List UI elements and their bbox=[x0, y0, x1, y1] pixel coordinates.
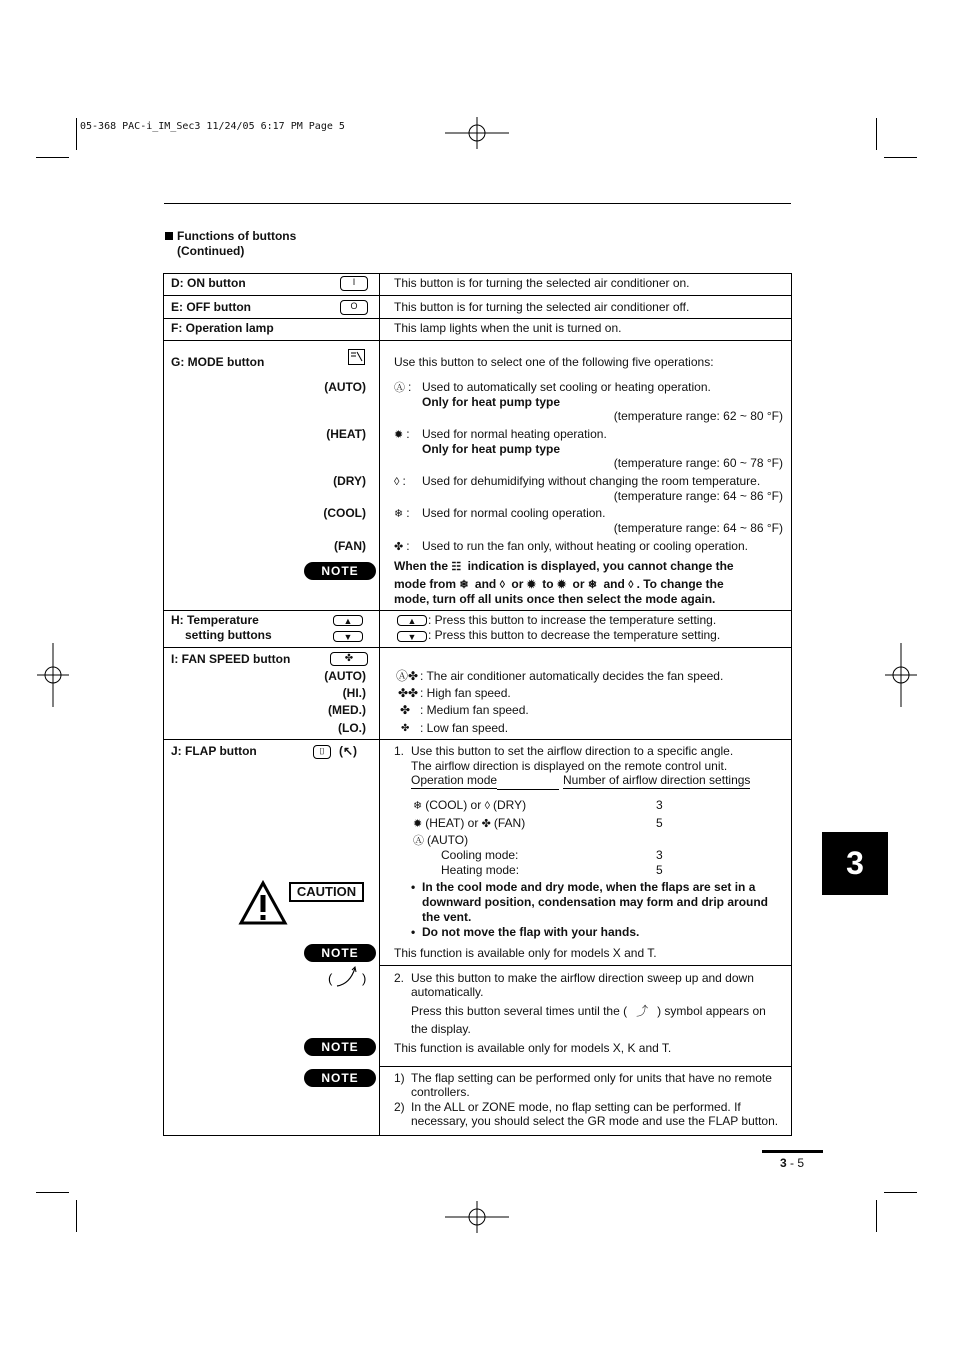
speed-name-auto: (AUTO) bbox=[324, 669, 366, 683]
flap-footnote-2b: necessary, you should select the GR mode and use the FLAP button. bbox=[411, 1114, 779, 1128]
cool-mode-icon: ❄ bbox=[394, 508, 404, 520]
registration-mark-right bbox=[885, 643, 917, 707]
caution-label: CAUTION bbox=[289, 882, 364, 902]
temp-down-text: : Press this button to decrease the temperature setting. bbox=[428, 628, 721, 642]
flap-step-2-e: the display. bbox=[411, 1022, 471, 1036]
flap-step-1-number: 1. bbox=[394, 744, 405, 758]
mode-name-auto: (AUTO) bbox=[324, 380, 366, 394]
cool-icon-3: ❄ bbox=[413, 800, 423, 812]
swing-icon-inline: ⤴ bbox=[636, 1004, 649, 1018]
flap-row-cool-dry: ❄ (COOL) or ◊ (DRY) bbox=[413, 798, 527, 812]
off-button-icon: O bbox=[340, 300, 368, 315]
flap-count-heat-fan: 5 bbox=[656, 816, 663, 830]
flap-step-2-a: Use this button to make the airflow direction sweep up and down bbox=[411, 971, 754, 985]
fan-mode-icon: ✤ bbox=[394, 541, 404, 553]
mode-text-cool: Used for normal cooling operation. bbox=[422, 506, 606, 520]
label-on-button: D: ON button bbox=[171, 276, 246, 290]
speed-name-lo: (LO.) bbox=[338, 721, 366, 735]
mode-name-dry: (DRY) bbox=[333, 474, 366, 488]
label-mode-button: G: MODE button bbox=[171, 355, 265, 369]
flap-angle-icon: (↖) bbox=[339, 744, 358, 758]
fan-auto-icon: Ⓐ✤ bbox=[396, 669, 419, 683]
section-tab: 3 bbox=[822, 832, 888, 895]
mode-note-line1: When the ☷ indication is displayed, you cannot change the bbox=[394, 559, 734, 573]
flap-footnote-2-number: 2) bbox=[394, 1100, 405, 1114]
speed-text-auto: : The air conditioner automatically decides the fan speed. bbox=[420, 669, 724, 683]
fan-medium-icon: ✤ bbox=[400, 703, 411, 717]
on-button-icon: I bbox=[340, 276, 368, 291]
mode-range-auto: (temperature range: 62 ~ 80 °F) bbox=[613, 409, 783, 423]
flap-count-cool-dry: 3 bbox=[656, 798, 663, 812]
note-badge-flap-1: NOTE bbox=[304, 944, 376, 962]
desc-operation-lamp: This lamp lights when the unit is turned on. bbox=[394, 321, 622, 335]
registration-mark-left bbox=[37, 643, 69, 707]
speed-text-med: : Medium fan speed. bbox=[420, 703, 529, 717]
cool-icon: ❄ bbox=[459, 579, 469, 591]
label-temperature-2: setting buttons bbox=[185, 628, 272, 642]
temp-down-icon-desc: ▼ bbox=[397, 631, 427, 642]
dry-icon: ◊ bbox=[499, 579, 506, 591]
flap-row-cooling: Cooling mode: bbox=[441, 848, 519, 862]
mode-text-heat: Used for normal heating operation. bbox=[422, 427, 607, 441]
note-badge-mode: NOTE bbox=[304, 562, 376, 580]
fan-low-icon: ✤ bbox=[401, 723, 410, 734]
mode-name-cool: (COOL) bbox=[323, 506, 366, 520]
heat-icon: ✹ bbox=[526, 579, 536, 591]
registration-mark-bottom bbox=[445, 1201, 509, 1233]
mode-intro: Use this button to select one of the following five operations: bbox=[394, 355, 714, 369]
flap-count-heating: 5 bbox=[656, 863, 663, 877]
label-off-button: E: OFF button bbox=[171, 300, 251, 314]
mode-text-fan: Used to run the fan only, without heating or cooling operation. bbox=[422, 539, 748, 553]
label-flap-button: J: FLAP button bbox=[171, 744, 257, 758]
mode-name-fan: (FAN) bbox=[334, 539, 366, 553]
temp-down-icon: ▼ bbox=[333, 631, 363, 642]
caution-1c: the vent. bbox=[422, 910, 472, 924]
footer-rule bbox=[762, 1150, 823, 1153]
heat-icon-3: ✹ bbox=[413, 818, 423, 830]
heat-icon-2: ✹ bbox=[556, 579, 567, 591]
mode-text-dry: Used for dehumidifying without changing the room temperature. bbox=[422, 474, 761, 488]
swing-icon bbox=[328, 964, 368, 990]
svg-text:(: ( bbox=[328, 971, 333, 986]
flap-col-mode: Operation mode bbox=[411, 773, 559, 790]
print-slug: 05-368 PAC-i_IM_Sec3 11/24/05 6:17 PM Page 5 bbox=[80, 121, 345, 132]
temp-up-icon-desc: ▲ bbox=[397, 615, 427, 626]
top-rule bbox=[164, 203, 791, 204]
temp-up-icon: ▲ bbox=[333, 615, 363, 626]
fan-icon-3: ✤ bbox=[481, 818, 491, 830]
flap-row-heating: Heating mode: bbox=[441, 863, 520, 877]
central-control-icon: ☷ bbox=[451, 561, 462, 573]
mode-note-auto: Only for heat pump type bbox=[422, 395, 561, 409]
speed-text-lo: : Low fan speed. bbox=[420, 721, 509, 735]
flap-step-1-b: The airflow direction is displayed on the remote control unit. bbox=[411, 759, 728, 773]
caution-2: Do not move the flap with your hands. bbox=[422, 925, 640, 939]
flap-note-1: This function is available only for models X and T. bbox=[394, 946, 657, 960]
dry-icon-2: ◊ bbox=[628, 579, 634, 591]
section-heading: Functions of buttons bbox=[177, 229, 297, 243]
mode-text-auto: Used to automatically set cooling or heating operation. bbox=[422, 380, 711, 394]
flap-footnote-2a: In the ALL or ZONE mode, no flap setting can be performed. If bbox=[411, 1100, 741, 1114]
label-fan-speed: I: FAN SPEED button bbox=[171, 652, 291, 666]
bullet-square bbox=[165, 232, 173, 240]
flap-count-cooling: 3 bbox=[656, 848, 663, 862]
flap-footnote-1-number: 1) bbox=[394, 1071, 405, 1085]
cool-icon-2: ❄ bbox=[587, 579, 598, 591]
flap-footnote-1b: controllers. bbox=[411, 1085, 470, 1099]
flap-row-heat-fan: ✹ (HEAT) or ✤ (FAN) bbox=[413, 816, 526, 830]
fan-speed-button-icon: ✤ bbox=[330, 652, 368, 666]
label-temperature: H: Temperature bbox=[171, 613, 259, 627]
warning-triangle-icon bbox=[238, 880, 288, 926]
flap-note-2: This function is available only for models X, K and T. bbox=[394, 1041, 672, 1055]
desc-on-button: This button is for turning the selected air conditioner on. bbox=[394, 276, 690, 290]
caution-1b: downward position, condensation may form and drip around bbox=[422, 895, 769, 909]
note-badge-flap-2: NOTE bbox=[304, 1038, 376, 1056]
page-number: 3 - 5 bbox=[780, 1156, 805, 1170]
flap-footnote-1a: The flap setting can be performed only for units that have no remote bbox=[411, 1071, 772, 1085]
registration-mark-top bbox=[445, 117, 509, 149]
mode-button-icon bbox=[348, 349, 365, 365]
flap-row-auto: Ⓐ (AUTO) bbox=[413, 833, 469, 847]
mode-range-heat: (temperature range: 60 ~ 78 °F) bbox=[613, 456, 783, 470]
flap-step-2-c: Press this button several times until the ( ⤴ ) symbol appears on bbox=[411, 1004, 766, 1018]
caution-1a: In the cool mode and dry mode, when the flaps are set in a bbox=[422, 880, 756, 894]
dry-icon-3: ◊ bbox=[484, 800, 491, 812]
speed-name-med: (MED.) bbox=[328, 703, 366, 717]
mode-range-dry: (temperature range: 64 ~ 86 °F) bbox=[613, 489, 783, 503]
svg-text:): ) bbox=[362, 971, 367, 986]
mode-note-line3: mode, turn off all units once then select the mode again. bbox=[394, 592, 716, 606]
flap-step-1-a: Use this button to set the airflow direction to a specific angle. bbox=[411, 744, 734, 758]
temp-up-text: : Press this button to increase the temperature setting. bbox=[428, 613, 717, 627]
fan-high-icon: ✤✤ bbox=[398, 686, 419, 700]
label-operation-lamp: F: Operation lamp bbox=[171, 321, 274, 335]
dry-mode-icon: ◊ bbox=[394, 476, 400, 488]
flap-step-2-b: automatically. bbox=[411, 985, 484, 999]
flap-step-2-number: 2. bbox=[394, 971, 405, 985]
section-subheading: (Continued) bbox=[177, 244, 245, 258]
mode-name-heat: (HEAT) bbox=[326, 427, 366, 441]
heat-mode-icon: ✹ bbox=[394, 429, 404, 441]
mode-note-heat: Only for heat pump type bbox=[422, 442, 561, 456]
speed-text-hi: : High fan speed. bbox=[420, 686, 511, 700]
auto-icon-3: Ⓐ bbox=[413, 835, 424, 847]
auto-mode-icon: Ⓐ bbox=[394, 382, 405, 394]
speed-name-hi: (HI.) bbox=[342, 686, 366, 700]
mode-range-cool: (temperature range: 64 ~ 86 °F) bbox=[613, 521, 783, 535]
note-badge-flap-3: NOTE bbox=[304, 1069, 376, 1087]
mode-note-line2: mode from ❄ and ◊ or ✹ to ✹ or ❄ and ◊ . To change the bbox=[394, 577, 724, 591]
desc-off-button: This button is for turning the selected air conditioner off. bbox=[394, 300, 690, 314]
flap-button-icon: ⌷ bbox=[313, 745, 331, 759]
flap-col-number: Number of airflow direction settings bbox=[563, 773, 751, 787]
